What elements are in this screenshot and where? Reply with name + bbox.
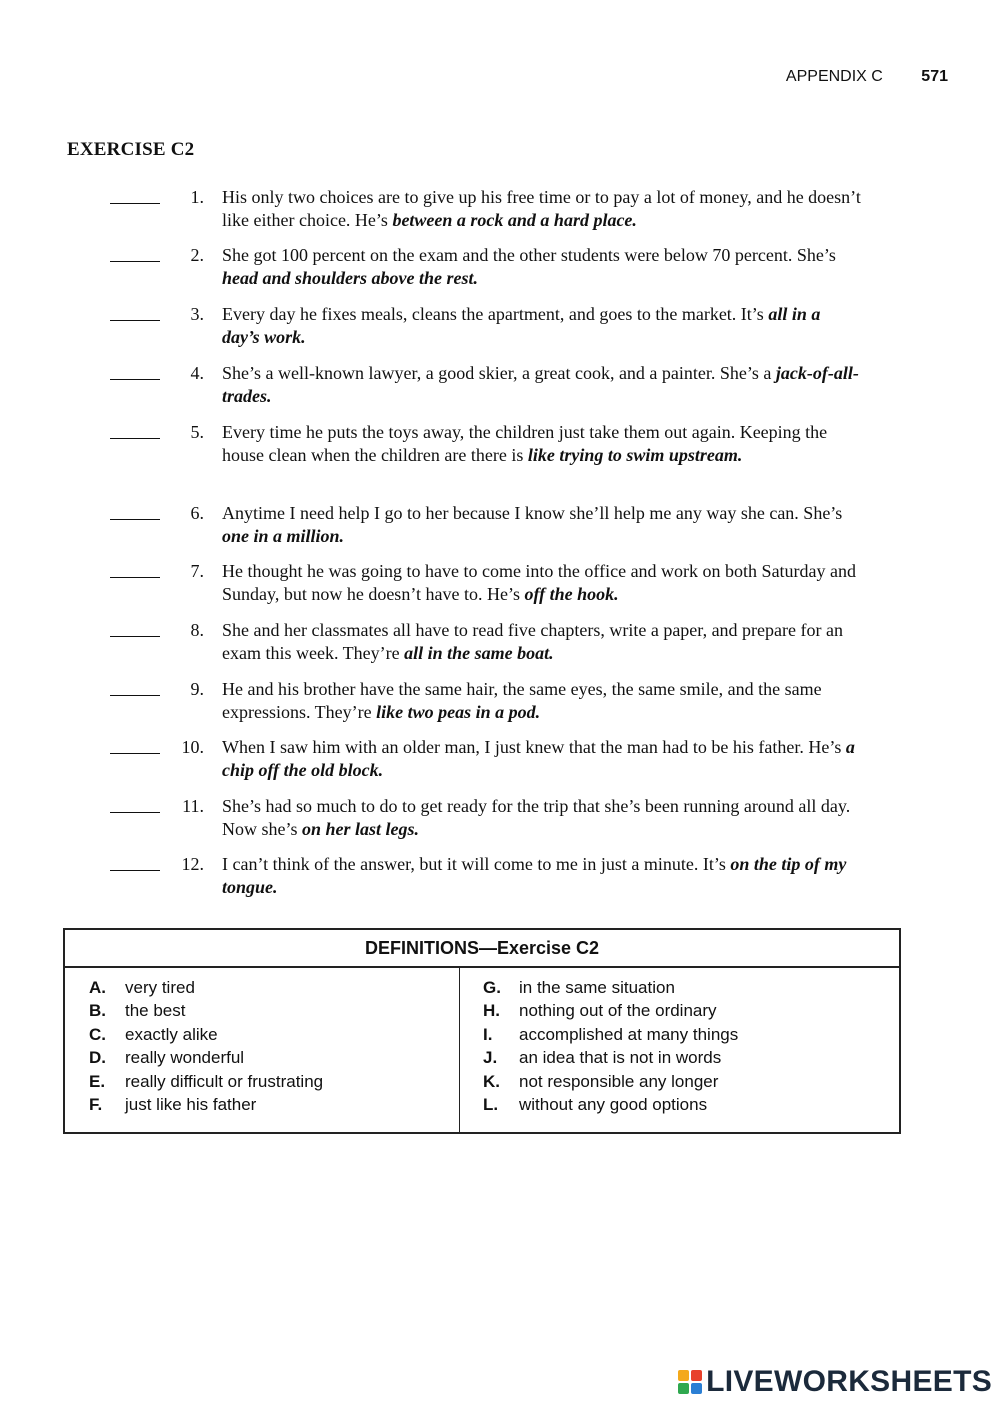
definition-row	[483, 976, 738, 999]
definition-row	[89, 1046, 323, 1069]
item-number: 9.	[190, 679, 204, 699]
column-divider	[459, 968, 460, 1132]
sentence-text: She and her classmates all have to read five chapters, write a paper, and prepare for an exam this week. They’re	[222, 620, 843, 663]
definitions-columns	[65, 968, 899, 1132]
definition-text: without any good options	[519, 1094, 708, 1114]
idiom-phrase: like two peas in a pod.	[376, 702, 541, 722]
logo-square	[691, 1370, 702, 1381]
section-label: APPENDIX C	[785, 68, 883, 85]
item-number: 2.	[190, 245, 204, 265]
definition-letter: H.	[483, 1001, 500, 1021]
idiom-phrase: like trying to swim upstream.	[527, 445, 743, 465]
definitions-title: DEFINITIONS—Exercise C2	[65, 930, 899, 968]
logo-text: LIVEWORKSHEETS	[706, 1365, 992, 1398]
definition-text: not responsible any longer	[519, 1071, 719, 1091]
liveworksheets-logo[interactable]	[678, 1365, 992, 1399]
idiom-phrase: all in the same boat.	[404, 643, 554, 663]
answer-blank[interactable]	[110, 203, 160, 204]
definition-row	[483, 1046, 738, 1069]
definition-text: exactly alike	[125, 1024, 218, 1044]
answer-blank[interactable]	[110, 695, 160, 696]
answer-blank[interactable]	[110, 379, 160, 380]
sentence-text: Anytime I need help I go to her because I know she’ll help me any way she can. She’s	[222, 503, 843, 523]
definition-row	[483, 999, 738, 1022]
definition-letter: A.	[89, 978, 106, 997]
idiom-phrase: all in a day’s work.	[222, 304, 821, 347]
item-number: 1.	[190, 187, 204, 207]
answer-blank[interactable]	[110, 320, 160, 321]
idiom-phrase: one in a million.	[222, 526, 345, 546]
exercise-title: EXERCISE C2	[67, 139, 195, 160]
sentence-text: He thought he was going to have to come into the office and work on both Saturday and Sunday, but now he doesn’t have to. He’s	[222, 561, 857, 604]
sentence-text: His only two choices are to give up his free time or to pay a lot of money, and he doesn’t like either choice. He’s	[222, 187, 861, 230]
definition-text: very tired	[125, 978, 195, 997]
page-number: 571	[921, 68, 948, 85]
answer-blank[interactable]	[110, 870, 160, 871]
definitions-right-column	[483, 976, 738, 1116]
definition-letter: K.	[483, 1071, 500, 1091]
sentence-text: He and his brother have the same hair, the same eyes, the same smile, and the same expressions. They’re	[222, 679, 822, 722]
answer-blank[interactable]	[110, 636, 160, 637]
item-number: 12.	[181, 854, 204, 874]
item-sentence	[222, 502, 862, 548]
item-number: 8.	[190, 620, 204, 640]
definition-letter: E.	[89, 1071, 106, 1091]
definition-row	[89, 999, 323, 1022]
sentence-text: She’s a well-known lawyer, a good skier, a great cook, and a painter. She’s a	[222, 363, 776, 383]
item-number: 7.	[190, 561, 204, 581]
definition-text: in the same situation	[519, 978, 675, 997]
answer-blank[interactable]	[110, 519, 160, 520]
answer-blank[interactable]	[110, 261, 160, 262]
idiom-phrase: off the hook.	[524, 584, 619, 604]
definition-row	[89, 976, 323, 999]
definition-text: really wonderful	[125, 1048, 245, 1068]
idiom-phrase: on her last legs.	[302, 819, 420, 839]
sentence-text: I can’t think of the answer, but it will come to me in just a minute. It’s	[222, 854, 731, 874]
definition-row	[483, 1023, 738, 1046]
sentence-text: Every time he puts the toys away, the children just take them out again. Keeping the house clean when the children are there is	[222, 422, 828, 465]
definition-row	[89, 1023, 323, 1046]
definition-letter: B.	[89, 1001, 106, 1021]
idiom-phrase: jack-of-all-trades.	[222, 363, 859, 406]
item-number: 10.	[181, 737, 204, 757]
answer-blank[interactable]	[110, 438, 160, 439]
answer-blank[interactable]	[110, 753, 160, 754]
item-number: 6.	[190, 503, 204, 523]
item-sentence	[222, 853, 862, 899]
definition-row	[483, 1070, 738, 1093]
definition-row	[89, 1093, 323, 1116]
sentence-text: She got 100 percent on the exam and the other students were below 70 percent. She’s	[222, 245, 836, 265]
definition-text: the best	[125, 1001, 186, 1021]
definition-letter: J.	[483, 1048, 498, 1068]
definition-text: just like his father	[125, 1094, 257, 1114]
definition-row	[483, 1093, 738, 1116]
idiom-phrase: head and shoulders above the rest.	[222, 268, 479, 288]
item-number: 4.	[190, 363, 204, 383]
item-sentence	[222, 736, 862, 782]
sentence-text: When I saw him with an older man, I just knew that the man had to be his father. He’s	[222, 737, 846, 757]
logo-square	[691, 1383, 702, 1394]
item-sentence	[222, 186, 862, 232]
definition-text: accomplished at many things	[519, 1024, 739, 1044]
idiom-phrase: on the tip of my tongue.	[222, 854, 847, 897]
definition-letter: L.	[483, 1094, 499, 1114]
idiom-phrase: a chip off the old block.	[222, 737, 855, 780]
item-sentence	[222, 362, 862, 408]
answer-blank[interactable]	[110, 812, 160, 813]
definition-letter: I.	[483, 1024, 493, 1044]
item-sentence	[222, 421, 862, 467]
sentence-text: She’s had so much to do to get ready for the trip that she’s been running around all day. Now she’s	[222, 796, 851, 839]
item-number: 3.	[190, 304, 204, 324]
item-sentence	[222, 619, 862, 665]
item-sentence	[222, 678, 862, 724]
page-header	[786, 68, 948, 86]
logo-grid-icon	[678, 1370, 702, 1394]
definition-row	[89, 1070, 323, 1093]
sentence-text: Every day he fixes meals, cleans the apartment, and goes to the market. It’s	[222, 304, 769, 324]
item-sentence	[222, 303, 862, 349]
definition-letter: F.	[89, 1094, 103, 1114]
idiom-phrase: between a rock and a hard place.	[392, 210, 637, 230]
definitions-box	[63, 928, 901, 1134]
definition-text: really difficult or frustrating	[125, 1071, 324, 1091]
item-sentence	[222, 560, 862, 606]
definitions-left-column	[89, 976, 323, 1116]
definition-letter: C.	[89, 1024, 106, 1044]
logo-square	[678, 1383, 689, 1394]
logo-square	[678, 1370, 689, 1381]
item-number: 11.	[182, 796, 204, 816]
answer-blank[interactable]	[110, 577, 160, 578]
item-sentence	[222, 795, 862, 841]
definition-text: an idea that is not in words	[519, 1048, 722, 1068]
definition-text: nothing out of the ordinary	[519, 1001, 717, 1021]
item-sentence	[222, 244, 862, 290]
definition-letter: D.	[89, 1048, 106, 1068]
definition-letter: G.	[483, 978, 501, 997]
item-number: 5.	[190, 422, 204, 442]
